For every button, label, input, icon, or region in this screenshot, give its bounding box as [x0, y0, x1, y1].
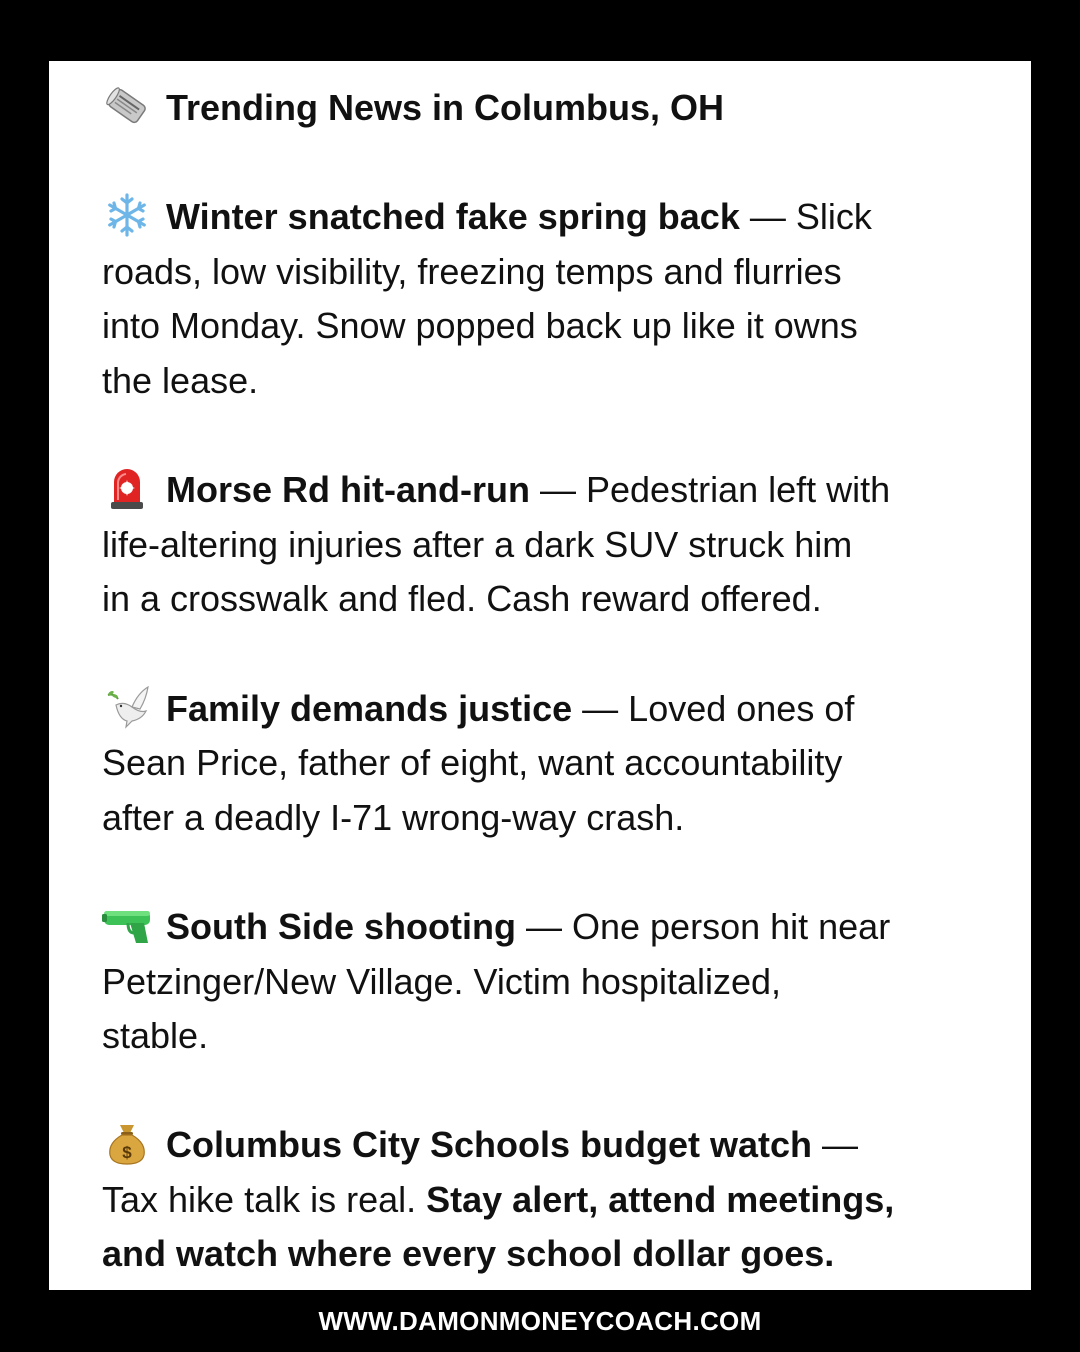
news-item-text: Tax hike talk is real.: [102, 1178, 427, 1220]
em-dash: —: [812, 1124, 859, 1166]
news-item-text: after a deadly I-71 wrong-way crash.: [102, 796, 685, 838]
em-dash: —: [529, 469, 586, 511]
news-item-text: Slick: [795, 196, 872, 238]
news-item-text: life-altering injuries after a dark SUV struck him: [102, 523, 853, 565]
footer-website: WWW.DAMONMONEYCOACH.COM: [318, 1306, 762, 1336]
newspaper-icon: [102, 84, 152, 128]
em-dash: —: [739, 196, 796, 238]
news-item-budget: [102, 1118, 991, 1282]
money-bag-icon: [102, 1121, 152, 1165]
news-item-winter: [102, 190, 991, 408]
news-item-text: Loved ones of: [628, 687, 855, 729]
post-title: [102, 81, 991, 136]
news-item-call-to-action: Stay alert, attend meetings,: [426, 1178, 895, 1220]
news-item-text: Pedestrian left with: [586, 469, 891, 511]
news-item-text: Petzinger/New Village. Victim hospitalized,: [102, 960, 782, 1002]
news-item-text: roads, low visibility, freezing temps and flurries: [102, 250, 842, 292]
em-dash: —: [572, 687, 629, 729]
news-item-hit-and-run: [102, 463, 991, 627]
em-dash: —: [515, 905, 572, 947]
news-item-text: stable.: [102, 1015, 209, 1057]
news-item-shooting: [102, 900, 991, 1064]
news-item-headline: Family demands justice: [166, 687, 573, 729]
news-item-text: in a crosswalk and fled. Cash reward offered.: [102, 578, 822, 620]
news-item-justice: [102, 682, 991, 846]
post-title-text: Trending News in Columbus, OH: [166, 87, 725, 128]
news-item-call-to-action: and watch where every school dollar goes.: [102, 1233, 835, 1275]
snowflake-icon: [102, 193, 152, 237]
police-siren-icon: [102, 466, 152, 510]
news-item-headline: Morse Rd hit-and-run: [166, 469, 530, 511]
news-item-headline: South Side shooting: [166, 905, 516, 947]
svg-text:$: $: [122, 1143, 132, 1163]
water-pistol-icon: [102, 903, 152, 947]
dove-icon: [102, 685, 152, 729]
news-item-text: Sean Price, father of eight, want accountability: [102, 742, 843, 784]
news-item-text: into Monday. Snow popped back up like it owns: [102, 305, 858, 347]
news-item-text: the lease.: [102, 359, 259, 401]
news-item-text: One person hit near: [571, 905, 891, 947]
news-item-headline: Winter snatched fake spring back: [166, 196, 740, 238]
news-item-headline: Columbus City Schools budget watch: [166, 1124, 813, 1166]
post-card: [49, 61, 1031, 1290]
